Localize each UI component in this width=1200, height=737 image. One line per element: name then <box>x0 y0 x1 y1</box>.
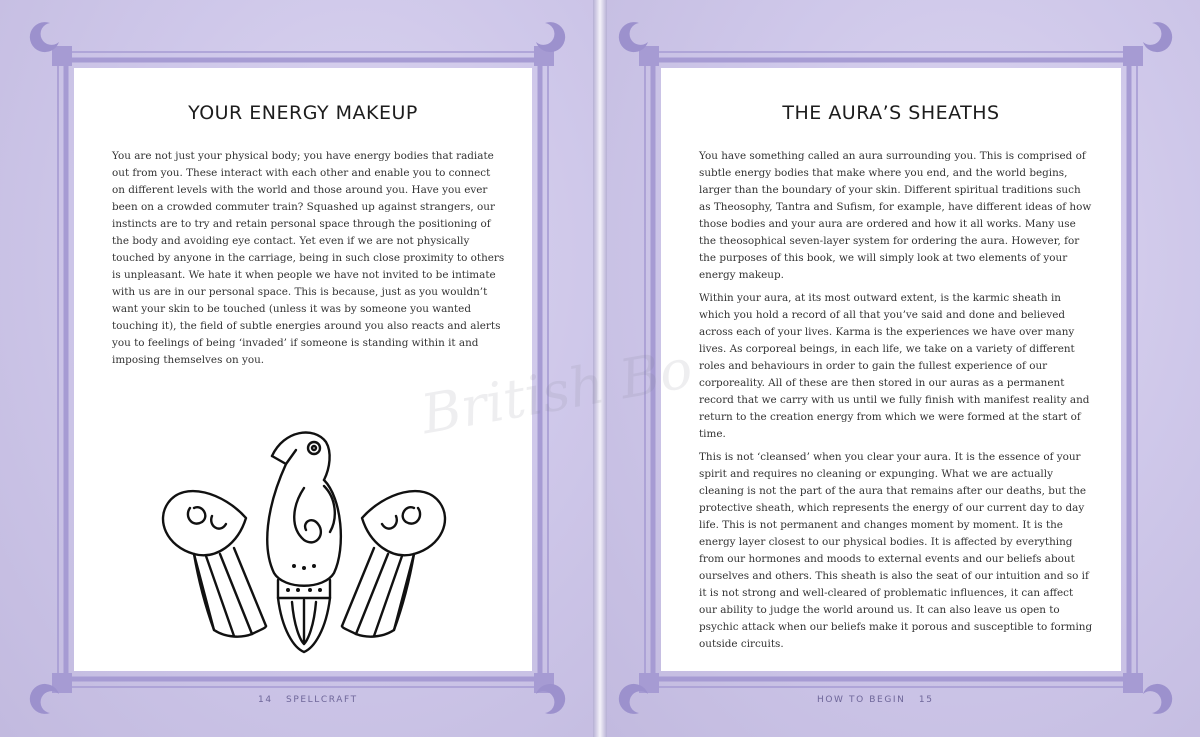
crescent-moon-icon <box>617 20 651 54</box>
bird-illustration <box>154 368 454 658</box>
page-footer <box>817 695 934 705</box>
page-footer <box>258 695 358 705</box>
right-page <box>607 0 1200 737</box>
crescent-moon-icon <box>617 682 651 716</box>
left-page <box>0 0 593 737</box>
crescent-moon-icon <box>533 682 567 716</box>
page-title: THE AURA’S SHEATHS <box>782 102 1000 124</box>
crescent-moon-icon <box>28 682 62 716</box>
paragraph: This is not ‘cleansed’ when you clear your aura. It is the essence of your spirit and requires no cleaning or expunging. What we are actually cleaning is not the part of the aura that remains after our deaths, but the protective sheath, which represents the energy of our current day to day life. This is not permanent and changes moment by moment. It is the energy layer closest to our physical bodies. It is affected by everything from our hormones and moods to external events and our beliefs about ourselves and others. This sheath is also the seat of our intuition and so if it is not strong and well-cleared of problematic influences, it can affect our ability to judge the world around us. It can also leave us open to psychic attack when our beliefs make it porous and susceptible to forming outside circuits. <box>699 451 1093 650</box>
paragraph: You are not just your physical body; you have energy bodies that radiate out from you. These interact with each other and enable you to connect on different levels with the world and those around you. Have you ever been on a crowded commuter train? Squashed up against strangers, our instincts are to try and retain personal space through the positioning of the body and avoiding eye contact. Yet even if we are not physically touched by anyone in the carriage, being in such close proximity to others is unpleasant. We hate it when people we have not invited to be intimate with us are in our personal space. This is because, just as you wouldn’t want your skin to be touched (unless it was by someone you wanted touching it), the field of subtle energies around you also reacts and alerts you to feelings of being ‘invaded’ if someone is standing within it and imposing themselves on you. <box>112 150 505 366</box>
crescent-moon-icon <box>533 20 567 54</box>
paragraph: Within your aura, at its most outward extent, is the karmic sheath in which you hold a record of all that you’ve said and done and believed across each of your lives. Karma is the experiences we have over many lives. As corporeal beings, in each life, we take on a variety of different roles and behaviours in order to gain the fullest experience of our corporeality. All of these are then stored in our auras as a permanent record that we carry with us until we fully finish with manifest reality and return to the creation energy from which we were formed at the start of time. <box>699 292 1090 440</box>
right-text-panel <box>661 68 1121 671</box>
book-gutter <box>593 0 607 737</box>
crescent-moon-icon <box>28 20 62 54</box>
page-number: 14 <box>258 695 273 705</box>
page-title: YOUR ENERGY MAKEUP <box>188 102 418 124</box>
left-text-panel <box>74 68 532 671</box>
crescent-moon-icon <box>1140 682 1174 716</box>
section-name: SPELLCRAFT <box>286 695 358 705</box>
section-name: HOW TO BEGIN <box>817 695 906 705</box>
paragraph: You have something called an aura surrounding you. This is comprised of subtle energy bodies that make where you end, and the world begins, larger than the boundary of your skin. Different spiritual traditions such as Theosophy, Tantra and Sufism, for example, have different ideas of how those bodies and your aura are ordered and how it all works. Many use the theosophical seven-layer system for ordering the aura. However, for the purposes of this book, we will simply look at two elements of your energy makeup. <box>699 150 1092 281</box>
body-text <box>112 148 506 375</box>
crescent-moon-icon <box>1140 20 1174 54</box>
body-text <box>699 148 1093 659</box>
page-number: 15 <box>918 695 934 705</box>
